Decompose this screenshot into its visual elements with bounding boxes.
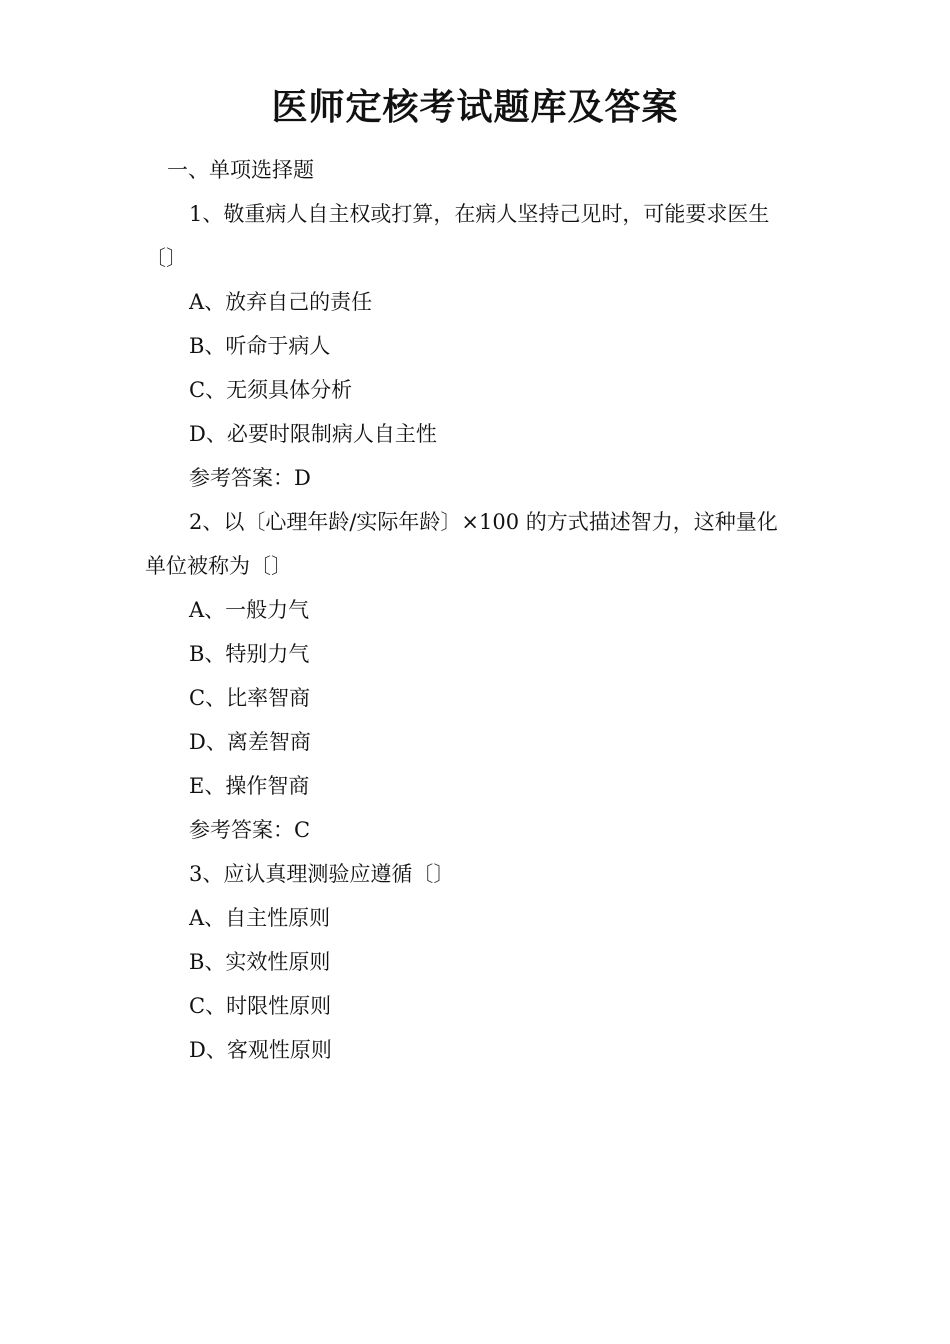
answer-option-a: A、自主性原则	[189, 906, 331, 930]
section-heading: 一、单项选择题	[167, 158, 314, 182]
document-body	[145, 148, 810, 1072]
answer-option-c: C、比率智商	[189, 686, 311, 710]
answer-option-b: B、听命于病人	[189, 334, 331, 358]
answer-option-d: D、离差智商	[189, 730, 311, 754]
answer-option-d: D、必要时限制病人自主性	[189, 422, 437, 446]
answer-option-a: A、放弃自己的责任	[189, 290, 373, 314]
question-3	[145, 852, 810, 1072]
question-stem-continued: 单位被称为〔〕	[145, 554, 292, 578]
document-title: 医师定核考试题库及答案	[271, 87, 679, 128]
question-stem-continued: 〔〕	[145, 246, 187, 270]
question-stem: 3、应认真理测验应遵循〔〕	[189, 862, 455, 886]
reference-answer: 参考答案：C	[189, 818, 311, 842]
answer-option-d: D、客观性原则	[189, 1038, 332, 1062]
answer-option-c: C、时限性原则	[189, 994, 332, 1018]
answer-option-b: B、实效性原则	[189, 950, 331, 974]
answer-option-b: B、特别力气	[189, 642, 310, 666]
answer-option-e: E、操作智商	[189, 774, 310, 798]
question-2	[145, 500, 810, 852]
question-1	[145, 192, 810, 500]
question-stem: 2、以〔心理年龄/实际年龄〕×100 的方式描述智力，这种量化	[189, 510, 778, 534]
answer-option-a: A、一般力气	[189, 598, 310, 622]
question-stem: 1、敬重病人自主权或打算，在病人坚持己见时，可能要求医生	[189, 202, 770, 226]
answer-option-c: C、无须具体分析	[189, 378, 353, 402]
reference-answer: 参考答案：D	[189, 466, 311, 490]
